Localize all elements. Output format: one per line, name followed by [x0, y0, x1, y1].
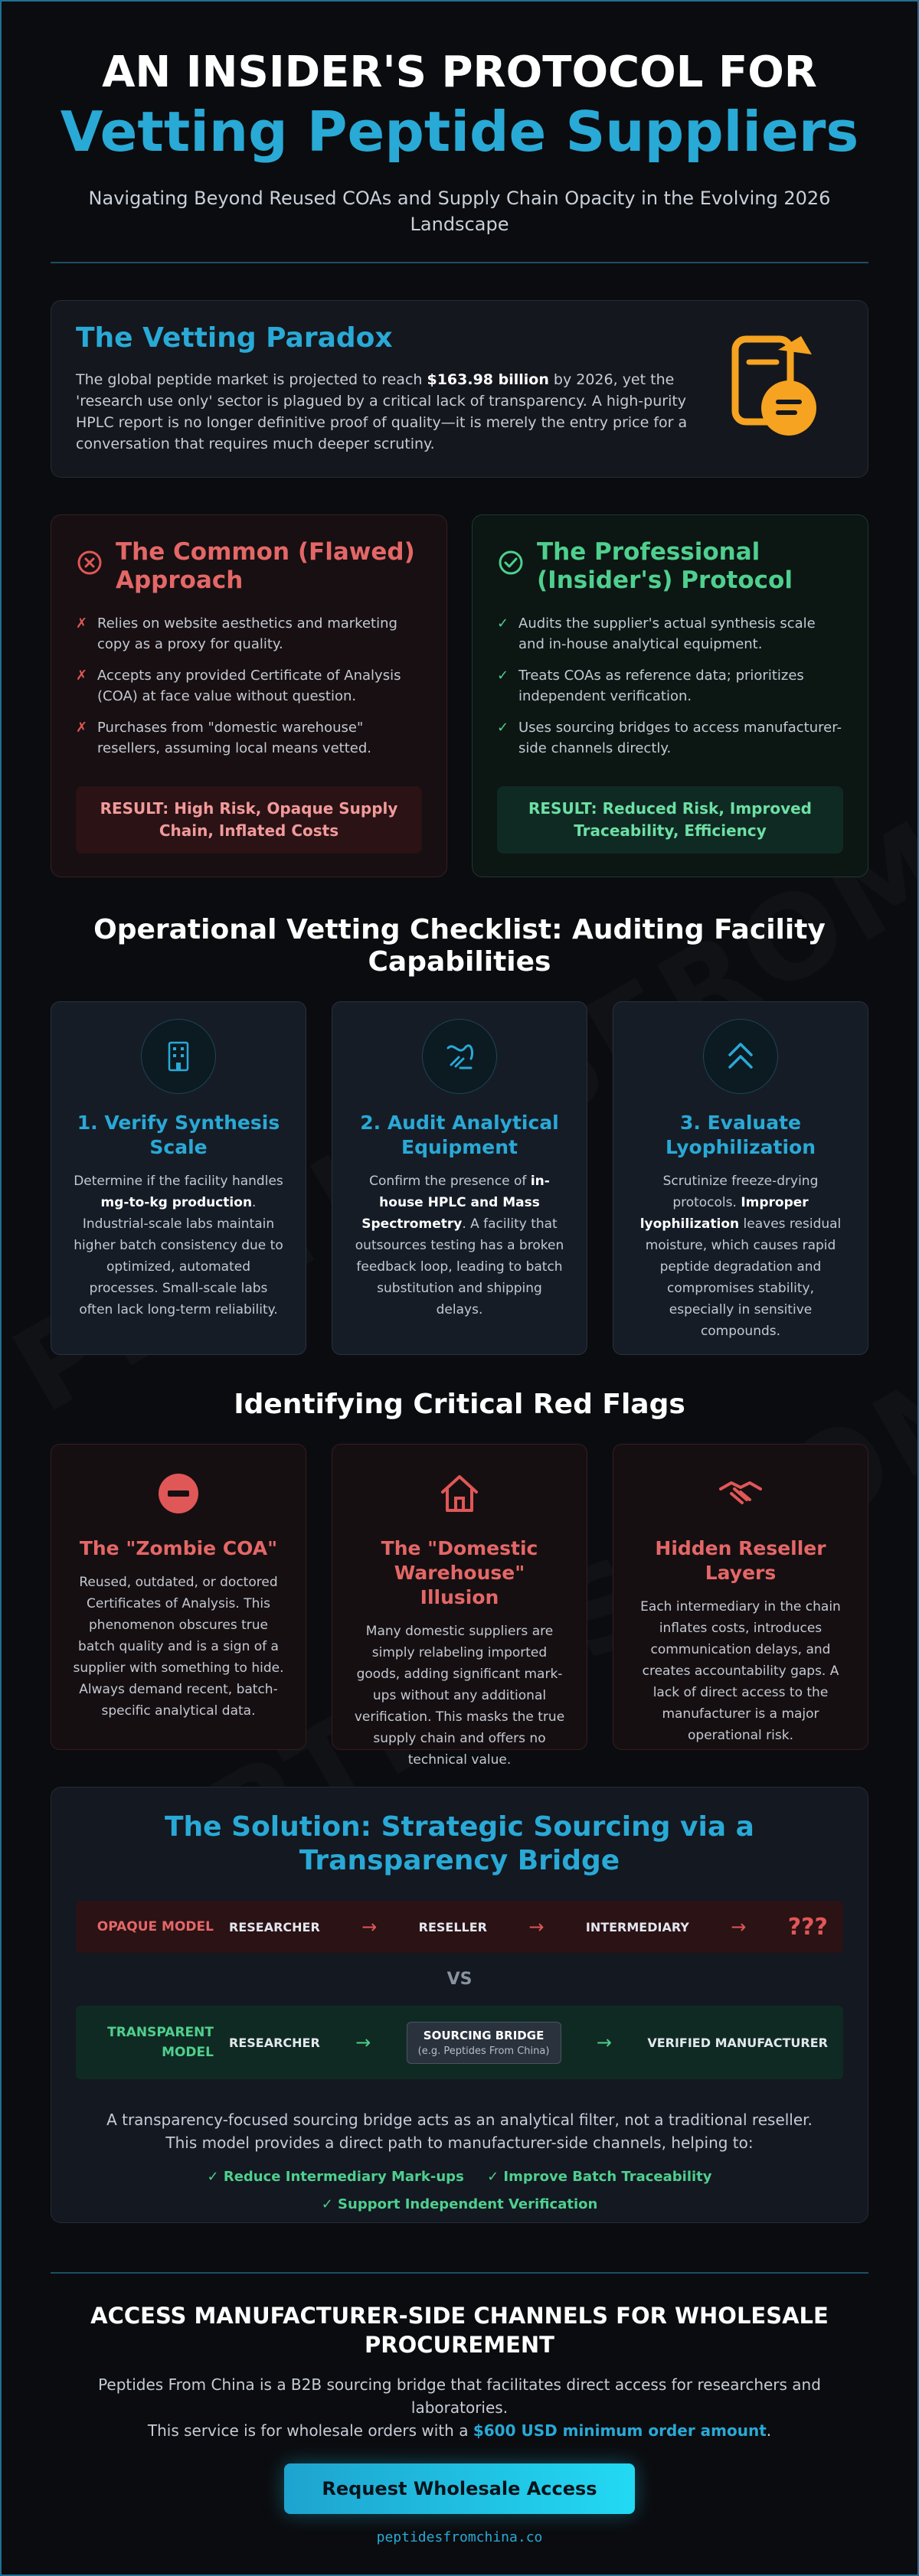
flow-node: INTERMEDIARY	[585, 1919, 689, 1934]
arrow-right-icon: →	[355, 2032, 371, 2053]
arrow-right-icon: →	[596, 2032, 612, 2053]
checklist-card	[51, 1001, 306, 1355]
title-line-2: Vetting Peptide Suppliers	[60, 100, 859, 164]
arrow-right-icon: →	[528, 1916, 545, 1938]
paradox-title: The Vetting Paradox	[76, 322, 393, 354]
red-flag-card	[332, 1444, 587, 1768]
flow-node: RESEARCHER	[229, 1919, 320, 1934]
unknown-endpoint: ???	[787, 1913, 828, 1941]
professional-list	[497, 613, 843, 759]
microscope-icon	[422, 1019, 497, 1094]
cta-section	[51, 2301, 868, 2545]
market-value: $163.98 billion	[427, 371, 549, 388]
list-item: ✓ Uses sourcing bridges to access manufacturer-side channels directly.	[497, 717, 843, 759]
cta-title: ACCESS MANUFACTURER-SIDE CHANNELS FOR WHOLESALE PROCUREMENT	[90, 2303, 829, 2358]
flawed-list	[76, 613, 422, 759]
house-icon	[352, 1466, 567, 1521]
professional-title: The Professional (Insider's) Protocol	[537, 538, 793, 594]
x-mark-icon: ✗	[76, 668, 88, 684]
website-link[interactable]: peptidesfromchina.co	[376, 2529, 543, 2545]
card-text: Scrutinize freeze-drying protocols. Improper lyophilization leaves residual moisture, which causes rapid peptide degradation and compromises stability, especially in sensitive compounds.	[639, 1174, 842, 1339]
flawed-approach-card	[51, 514, 447, 877]
card-title: The "Zombie COA"	[79, 1537, 278, 1559]
arrow-right-icon: →	[731, 1916, 747, 1938]
title-line-1: AN INSIDER'S PROTOCOL FOR	[102, 47, 817, 97]
checklist-card	[613, 1001, 868, 1355]
card-title: 1. Verify Synthesis Scale	[77, 1112, 280, 1158]
opaque-model-row	[76, 1901, 843, 1953]
check-mark-icon: ✓	[497, 615, 509, 632]
card-text: Determine if the facility handles mg-to-kg production. Industrial-scale labs maintain higher batch consistency due to optimized, automated processes. Small-scale labs often lack long-term reliability.	[74, 1174, 283, 1317]
benefit-item: ✓ Improve Batch Traceability	[487, 2169, 712, 2185]
card-text: Confirm the presence of in-house HPLC and Mass Spectrometry. A facility that outsources testing has a broken feedback loop, leading to batch substitution and shipping delays.	[355, 1174, 564, 1317]
professional-result: RESULT: Reduced Risk, Improved Traceability, Efficiency	[497, 786, 843, 854]
flow-node: RESEARCHER	[229, 2035, 320, 2050]
flow-node: VERIFIED MANUFACTURER	[647, 2035, 828, 2050]
no-entry-icon	[71, 1466, 286, 1521]
red-flag-card	[51, 1444, 306, 1750]
card-text: Reused, outdated, or doctored Certificates of Analysis. This phenomenon obscures true batch quality and is a sign of a supplier with something to hide. Always demand recent, batch-specific analytical data.	[73, 1575, 284, 1719]
transparent-model-row	[76, 2006, 843, 2079]
factory-building-icon	[141, 1019, 216, 1094]
benefit-item: ✓ Reduce Intermediary Mark-ups	[207, 2169, 464, 2185]
x-circle-icon	[76, 538, 103, 580]
solution-panel	[51, 1787, 868, 2223]
red-flags-title: Identifying Critical Red Flags	[234, 1389, 685, 1420]
divider	[51, 262, 868, 263]
solution-title: The Solution: Strategic Sourcing via a Transparency Bridge	[165, 1811, 754, 1876]
paradox-text: The global peptide market is projected to reach $163.98 billion by 2026, yet the 'research use only' sector is plagued by a critical lack of transparency. A high-purity HPLC report is no longer definitive proof of quality—it is merely the entry price for a conversation that requires much deeper scrutiny.	[76, 371, 688, 452]
list-item: ✗ Accepts any provided Certificate of Analysis (COA) at face value without question.	[76, 665, 422, 707]
minimum-order: $600 USD minimum order amount	[473, 2421, 767, 2440]
card-text: Each intermediary in the chain inflates costs, introduces communication delays, and creates accountability gaps. A lack of direct access to the manufacturer is a major operational risk.	[640, 1599, 841, 1743]
divider	[51, 2272, 868, 2274]
card-title: 2. Audit Analytical Equipment	[360, 1112, 559, 1158]
handshake-icon	[633, 1466, 848, 1521]
checklist-title: Operational Vetting Checklist: Auditing Facility Capabilities	[93, 914, 826, 978]
document-magnifier-icon	[713, 322, 843, 455]
red-flag-card	[613, 1444, 868, 1750]
flawed-result: RESULT: High Risk, Opaque Supply Chain, Inflated Costs	[76, 786, 422, 854]
list-item: ✗ Purchases from "domestic warehouse" resellers, assuming local means vetted.	[76, 717, 422, 759]
checklist-cards	[51, 1001, 868, 1355]
check-mark-icon: ✓	[497, 720, 509, 736]
benefits-list	[76, 2163, 843, 2218]
vetting-paradox-panel	[51, 300, 868, 478]
arrow-right-icon: →	[361, 1916, 378, 1938]
vs-label: VS	[446, 1970, 473, 1989]
list-item: ✗ Relies on website aesthetics and marketing copy as a proxy for quality.	[76, 613, 422, 655]
card-text: Many domestic suppliers are simply relabeling imported goods, adding significant mark-ups without any additional verification. This masks the true supply chain and offers no technical value.	[354, 1624, 565, 1768]
flawed-title: The Common (Flawed) Approach	[116, 538, 415, 594]
red-flag-cards	[51, 1444, 868, 1768]
card-title: Hidden Reseller Layers	[655, 1537, 826, 1584]
opaque-model-label: OPAQUE MODEL	[96, 1919, 214, 1934]
request-wholesale-access-button[interactable]: Request Wholesale Access	[284, 2463, 635, 2514]
checklist-card	[332, 1001, 587, 1355]
sourcing-bridge-node: SOURCING BRIDGE (e.g. Peptides From China)	[407, 2022, 561, 2064]
benefit-item: ✓ Support Independent Verification	[321, 2196, 598, 2212]
check-mark-icon: ✓	[497, 668, 509, 684]
cta-text: Peptides From China is a B2B sourcing bridge that facilitates direct access for researchers and laboratories. This service is for wholesale orders with a $600 USD minimum order amount.	[98, 2375, 821, 2440]
x-mark-icon: ✗	[76, 720, 88, 736]
card-title: The "Domestic Warehouse" Illusion	[381, 1537, 538, 1608]
card-title: 3. Evaluate Lyophilization	[665, 1112, 816, 1158]
list-item: ✓ Treats COAs as reference data; prioritizes independent verification.	[497, 665, 843, 707]
subtitle: Navigating Beyond Reused COAs and Supply Chain Opacity in the Evolving 2026 Landscape	[88, 188, 831, 235]
list-item: ✓ Audits the supplier's actual synthesis scale and in-house analytical equipment.	[497, 613, 843, 655]
transparent-model-label: TRANSPARENT MODEL	[107, 2025, 214, 2060]
chevrons-up-icon	[703, 1019, 778, 1094]
x-mark-icon: ✗	[76, 615, 88, 632]
solution-description: A transparency-focused sourcing bridge acts as an analytical filter, not a traditional reseller. This model provides a direct path to manufacturer-side channels, helping to:	[106, 2111, 813, 2152]
check-circle-icon	[497, 538, 525, 580]
professional-protocol-card	[472, 514, 868, 877]
page-header	[51, 2, 868, 237]
approach-comparison	[51, 514, 868, 877]
flow-node: RESELLER	[418, 1919, 487, 1934]
